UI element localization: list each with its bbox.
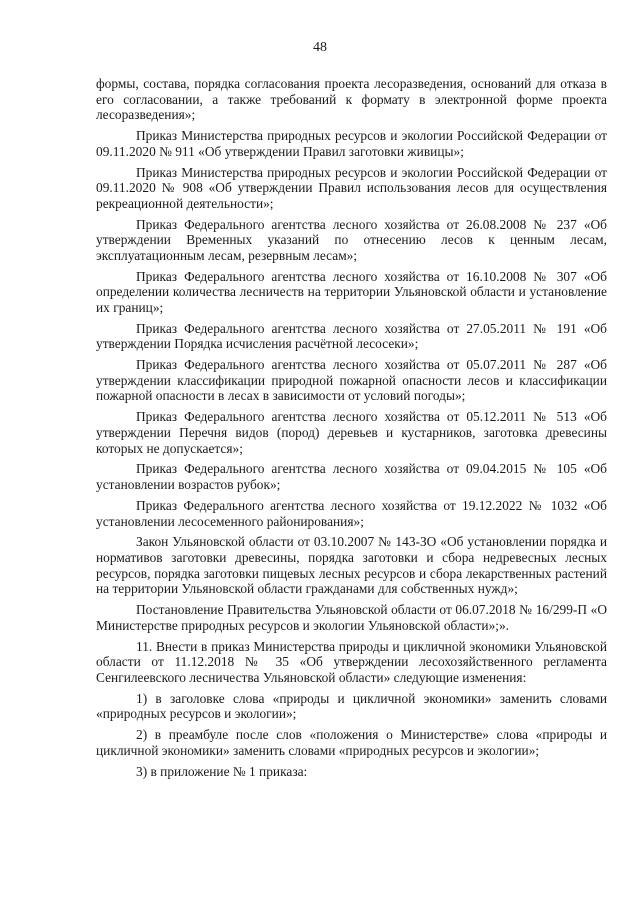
paragraph: 2) в преамбуле после слов «положения о Министерстве» слова «природы и цикличной экономики» заменить словами «природных ресурсов и экологии»; [96,727,607,758]
paragraph: 1) в заголовке слова «природы и цикличной экономики» заменить словами «природных ресурсов и экологии»; [96,690,607,722]
document-body [96,76,607,785]
paragraph: Приказ Федерального агентства лесного хозяйства от 26.08.2008 № 237 «Об утверждении Временных указаний по отнесению лесов к ценным лесам, эксплуатационным лесам, резервным лесам»; [96,216,607,263]
paragraph: Приказ Федерального агентства лесного хозяйства от 16.10.2008 № 307 «Об определении количества лесничеств на территории Ульяновской области и установление их границ»; [96,268,607,315]
paragraph: Постановление Правительства Ульяновской области от 06.07.2018 № 16/299-П «О Министерстве природных ресурсов и экологии Ульяновской области»;». [96,602,607,633]
paragraph: Приказ Министерства природных ресурсов и экологии Российской Федерации от 09.11.2020 № 911 «Об утверждении Правил заготовки живицы»; [96,128,607,159]
paragraph: Приказ Федерального агентства лесного хозяйства от 09.04.2015 № 105 «Об установлении возрастов рубок»; [96,461,607,493]
paragraph: Приказ Министерства природных ресурсов и экологии Российской Федерации от 09.11.2020 № 908 «Об утверждении Правил использования лесов для осуществления рекреационной деятельности»; [96,164,607,211]
paragraph: Закон Ульяновской области от 03.10.2007 № 143-ЗО «Об установлении порядка и нормативов заготовки древесины, порядка заготовки и сбора недревесных лесных ресурсов, порядка заготовки пищевых лесных ресурсов и сбора лекарственных растений на территории Ульяновской области гражданами для собственных нужд»; [96,534,607,597]
paragraph: 3) в приложение № 1 приказа: [136,763,308,779]
paragraph: Приказ Федерального агентства лесного хозяйства от 27.05.2011 № 191 «Об утверждении Порядка исчисления расчётной лесосеки»; [96,320,607,352]
paragraph: формы, состава, порядка согласования проекта лесоразведения, оснований для отказа в его согласовании, а также требований к формату в электронной форме проекта лесоразведения»; [96,76,607,123]
paragraph: Приказ Федерального агентства лесного хозяйства от 05.12.2011 № 513 «Об утверждении Перечня видов (пород) деревьев и кустарников, заготовка древесины которых не допускается»; [96,409,607,456]
page-number: 48 [313,40,327,55]
paragraph: 11. Внести в приказ Министерства природы и цикличной экономики Ульяновской области от 11.12.2018 № 35 «Об утверждении лесохозяйственного регламента Сенгилеевского лесничества Ульяновской области» следующие изменения: [96,638,607,685]
paragraph: Приказ Федерального агентства лесного хозяйства от 05.07.2011 № 287 «Об утверждении классификации природной пожарной опасности лесов и классификации пожарной опасности в лесах в зависимости от условий погоды»; [96,357,607,404]
paragraph: Приказ Федерального агентства лесного хозяйства от 19.12.2022 № 1032 «Об установлении лесосеменного районирования»; [96,497,607,529]
